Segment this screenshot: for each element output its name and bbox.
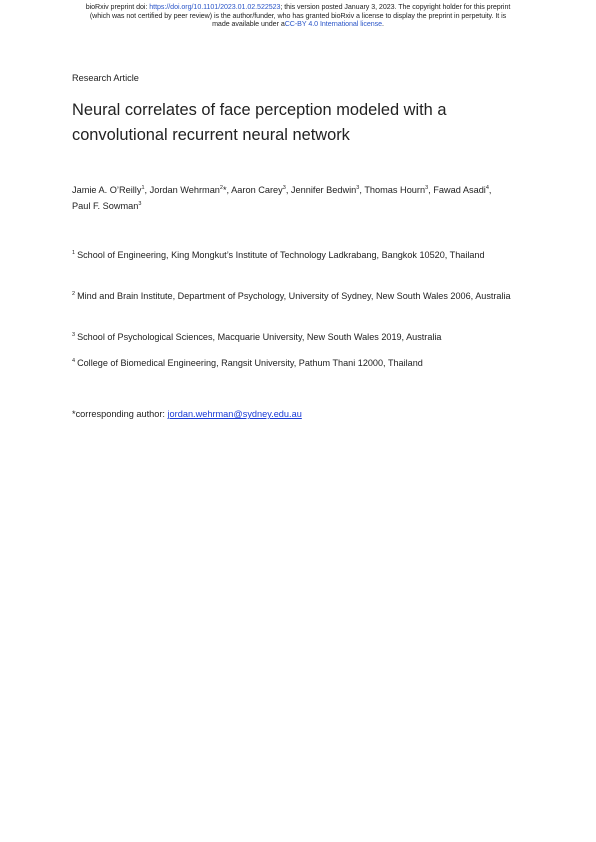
author-affiliation-mark: 3 (356, 185, 360, 191)
doi-link[interactable]: https://doi.org/10.1101/2023.01.02.522523 (149, 3, 281, 11)
author-separator: , (144, 185, 150, 195)
license-prefix: made available under a (212, 20, 285, 29)
affiliation (72, 289, 532, 305)
affiliation (72, 356, 532, 372)
author-affiliation-mark: 4 (485, 185, 489, 191)
author (364, 185, 433, 195)
author-name: Aaron Carey (231, 185, 283, 195)
author-name: Jennifer Bedwin (290, 185, 357, 195)
author-name: Thomas Hourn (364, 185, 426, 195)
author-name: Jordan Wehrman (149, 185, 220, 195)
banner-suffix: ; this version posted January 3, 2023. The copyright holder for this preprint (280, 3, 511, 11)
author-separator: *, (222, 185, 232, 195)
author-affiliation-mark: 2 (219, 185, 223, 191)
corresponding-author (72, 409, 302, 419)
author (150, 185, 232, 195)
author-separator: , (428, 185, 434, 195)
banner-line-1 (0, 3, 596, 12)
biorxiv-banner (0, 3, 596, 29)
license-suffix: . (382, 20, 384, 29)
author-name: Fawad Asadi (433, 185, 486, 195)
author-affiliation-mark: 3 (138, 200, 142, 207)
affiliation-text: School of Engineering, King Mongkut’s Institute of Technology Ladkrabang, Bangkok 10520, Thailand (77, 250, 485, 260)
banner-line-2: (which was not certified by peer review) is the author/funder, who has granted bioRxiv a license to display the preprint in perpetuity. It is (89, 11, 507, 20)
affiliation (72, 248, 532, 264)
corresponding-label: *corresponding author: (72, 409, 168, 419)
affiliation-mark: 3 (72, 332, 76, 338)
author (72, 201, 141, 211)
author-separator: , (488, 185, 492, 195)
affiliation-mark: 4 (72, 358, 76, 364)
author-affiliation-mark: 1 (141, 185, 145, 191)
corresponding-email-link[interactable]: jordan.wehrman@sydney.edu.au (167, 409, 302, 419)
author-name: Paul F. Sowman (72, 200, 139, 211)
banner-prefix: bioRxiv preprint doi: (85, 3, 150, 11)
affiliation-mark: 1 (72, 250, 76, 256)
author-separator: , (285, 185, 291, 195)
author (231, 185, 291, 195)
article-type: Research Article (72, 73, 139, 83)
author (72, 185, 150, 195)
affiliation-mark: 2 (72, 291, 76, 297)
author-affiliation-mark: 3 (282, 185, 286, 191)
author (433, 185, 491, 195)
license-link[interactable]: CC-BY 4.0 International license (284, 20, 383, 29)
author-separator: , (359, 185, 365, 195)
author-name: Jamie A. O’Reilly (72, 185, 142, 195)
author (291, 185, 364, 195)
affiliation-text: Mind and Brain Institute, Department of Psychology, University of Sydney, New South Wales 2006, Australia (77, 291, 511, 301)
paper-title: Neural correlates of face perception modeled with a convolutional recurrent neural network (72, 101, 447, 144)
author-affiliation-mark: 3 (425, 185, 429, 191)
author-list (72, 183, 542, 214)
affiliation-text: College of Biomedical Engineering, Rangsit University, Pathum Thani 12000, Thailand (77, 358, 423, 368)
affiliation (72, 330, 532, 346)
affiliation-text: School of Psychological Sciences, Macquarie University, New South Wales 2019, Australia (77, 332, 442, 342)
banner-line-3 (0, 20, 596, 29)
